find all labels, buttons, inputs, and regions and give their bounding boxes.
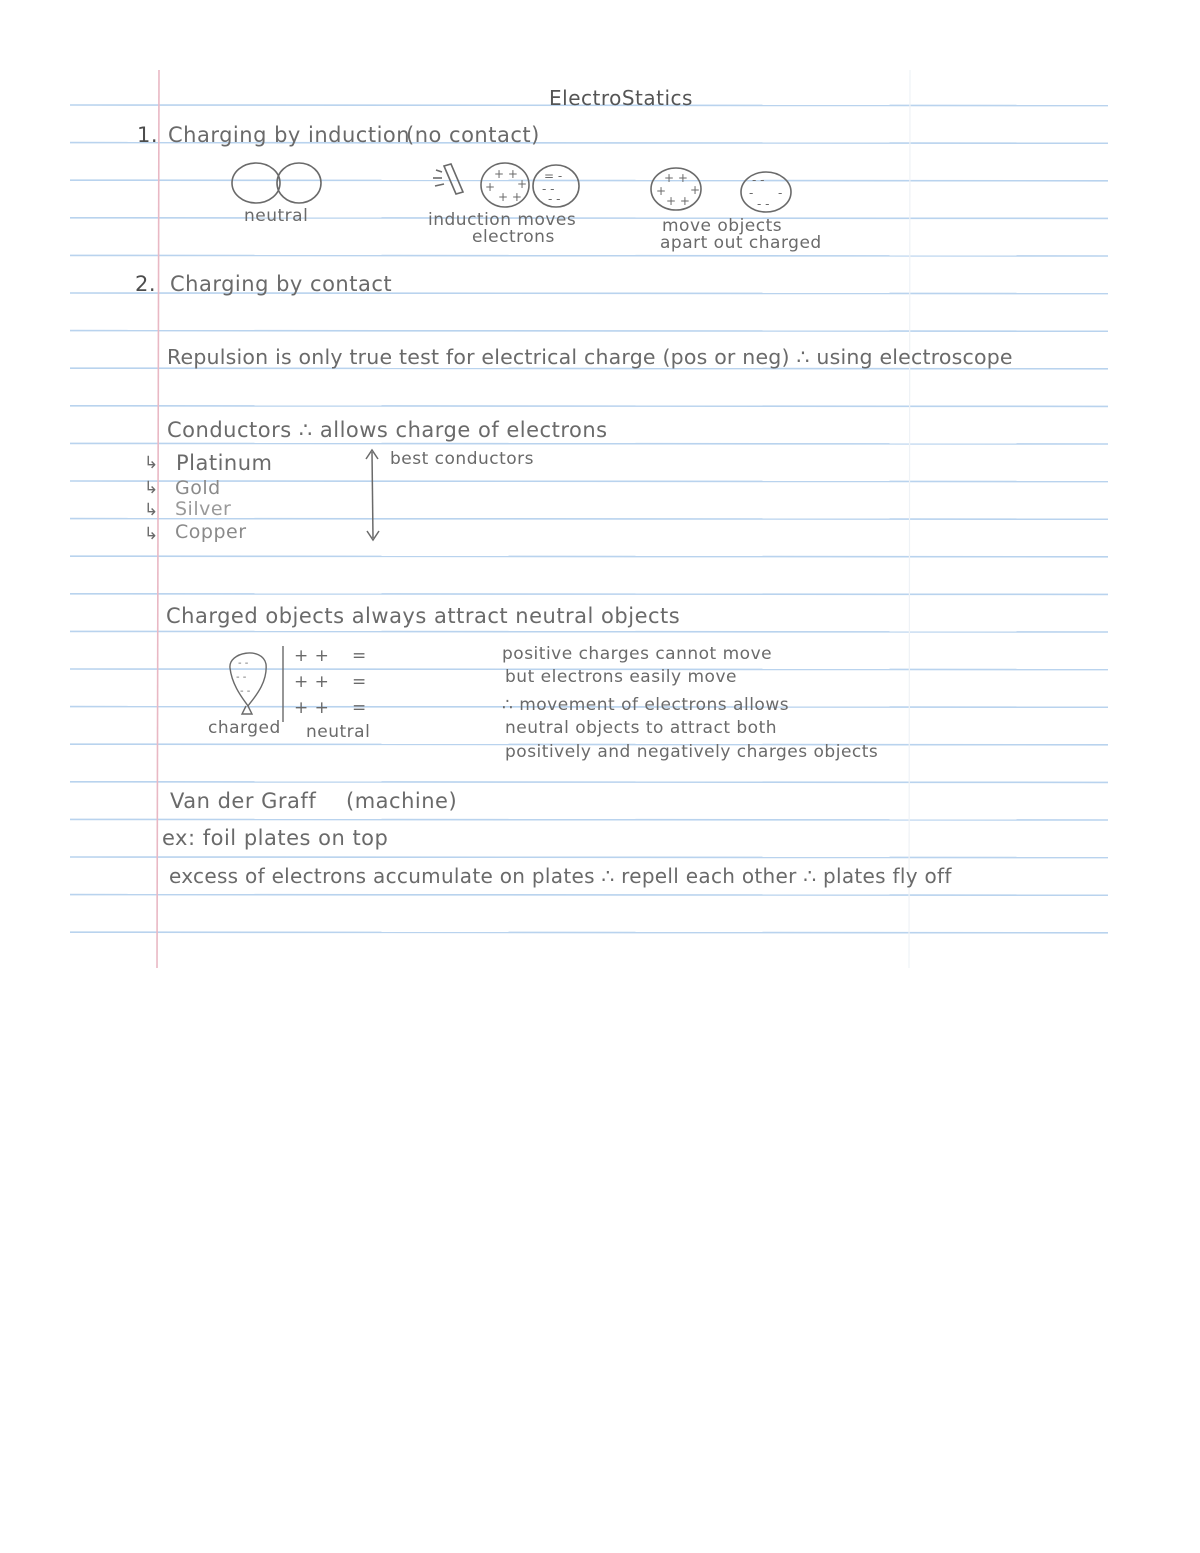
svg-text:+ +: + + [498, 190, 522, 204]
induction-label-line-1: induction moves [428, 210, 577, 230]
bullet-icon: ↳ [144, 500, 159, 520]
neutral-object-label: neutral [306, 722, 371, 742]
conductor-item-platinum: Platinum [176, 451, 273, 475]
rule-line [70, 932, 1108, 933]
bullet-icon: ↳ [144, 453, 159, 473]
plus-charges-row: + + [294, 672, 330, 692]
vdg-heading: Van der Graff [170, 789, 317, 813]
svg-text:+ +: + + [666, 194, 690, 208]
svg-text:- -: - - [542, 182, 555, 196]
section-2-number: 2. [135, 272, 157, 296]
attraction-note-4: neutral objects to attract both [505, 718, 778, 738]
attraction-note-1: positive charges cannot move [502, 644, 773, 664]
section-2-heading: Charging by contact [170, 272, 393, 296]
bullet-icon: ↳ [144, 524, 159, 544]
svg-text:+ +: + + [494, 167, 518, 181]
svg-text:- -: - - [548, 192, 561, 206]
vdg-result: excess of electrons accumulate on plates ∴ repell each other ∴ plates fly off [169, 864, 952, 888]
svg-text:- -: - - [238, 658, 249, 669]
rule-line [70, 782, 1108, 783]
bullet-icon: ↳ [144, 478, 159, 498]
svg-text:= -: = - [544, 169, 563, 183]
charged-label: charged [208, 718, 281, 738]
svg-text:- -: - - [752, 173, 765, 187]
conductor-item-silver: Silver [175, 498, 232, 520]
apart-label-line-2: apart out charged [660, 233, 822, 253]
section-1-heading-note: (no contact) [406, 123, 540, 147]
best-conductors-label: best conductors [390, 449, 535, 469]
conductors-heading: Conductors ∴ allows charge of electrons [167, 418, 608, 442]
svg-text:- -: - - [757, 197, 770, 211]
section-1-number: 1. [137, 123, 159, 147]
repulsion-statement: Repulsion is only true test for electrical charge (pos or neg) ∴ using electroscope [167, 345, 1013, 369]
svg-text:+: + [485, 180, 496, 194]
attraction-note-5: positively and negatively charges objects [505, 742, 879, 762]
minus-charge: = [352, 672, 367, 692]
minus-charge: = [352, 698, 367, 718]
rule-line [70, 857, 1108, 858]
balloon-knot [242, 706, 252, 714]
section-1-heading: Charging by induction [168, 123, 411, 147]
svg-text:-: - [749, 186, 754, 200]
attraction-note-3: ∴ movement of electrons allows [502, 695, 790, 715]
svg-text:- -: - - [236, 672, 247, 683]
page-title: ElectroStatics [549, 86, 693, 110]
plus-charges-row: + + [294, 698, 330, 718]
attraction-note-2: but electrons easily move [505, 667, 737, 687]
rule-line [70, 895, 1108, 896]
svg-text:+: + [656, 184, 667, 198]
svg-text:+: + [517, 177, 528, 191]
svg-text:-: - [778, 186, 783, 200]
plus-charges-row: + + [294, 646, 330, 666]
conductor-item-gold: Gold [175, 477, 221, 499]
vdg-example: ex: foil plates on top [162, 826, 389, 850]
neutral-label: neutral [244, 206, 309, 226]
apart-label-line-1: move objects [662, 216, 783, 236]
minus-charge: = [352, 646, 367, 666]
induction-label-line-2: electrons [472, 227, 555, 247]
rule-line [70, 819, 1108, 820]
svg-text:+: + [690, 183, 701, 197]
conductor-item-copper: Copper [175, 521, 247, 543]
svg-text:+ +: + + [664, 171, 688, 185]
attraction-heading: Charged objects always attract neutral objects [166, 604, 681, 628]
vdg-heading-note: (machine) [346, 789, 458, 813]
svg-text:- -: - - [240, 686, 251, 697]
